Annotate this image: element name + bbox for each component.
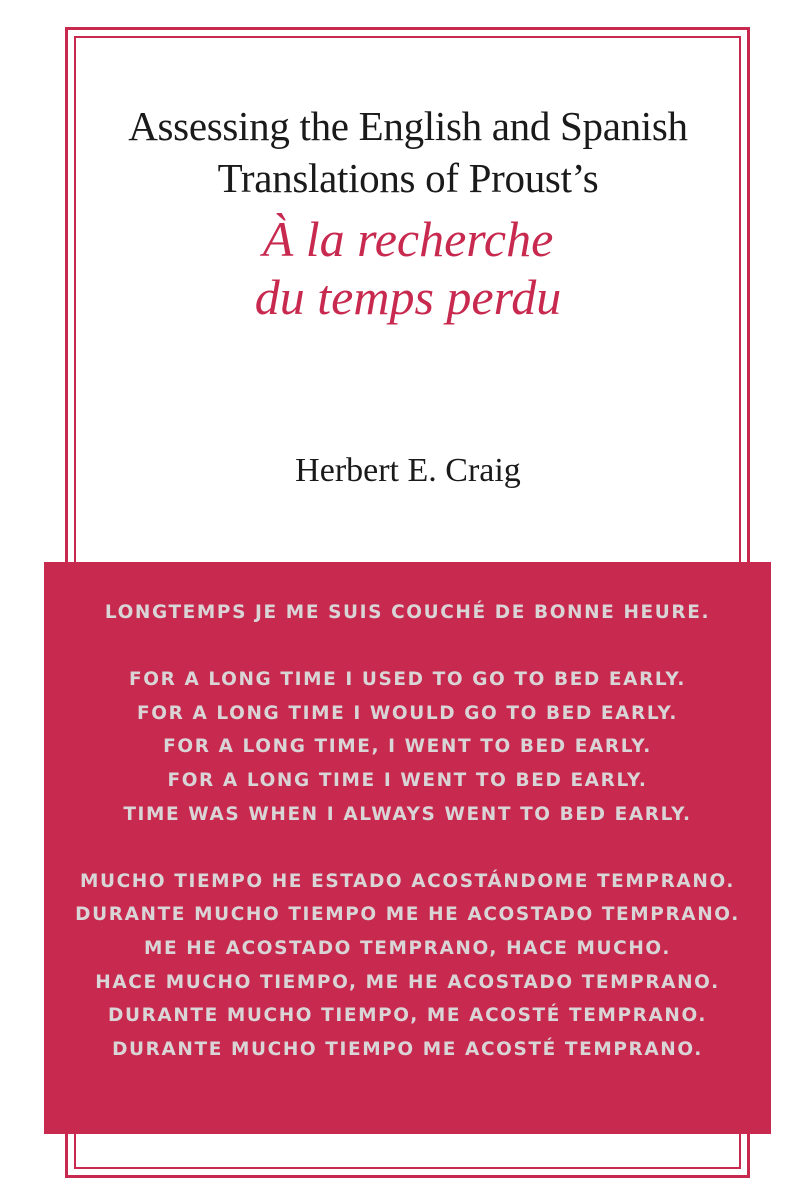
spanish-translation-line: DURANTE MUCHO TIEMPO ME ACOSTÉ TEMPRANO.: [112, 1038, 703, 1060]
french-quote-line: LONGTEMPS JE ME SUIS COUCHÉ DE BONNE HEURE.: [104, 602, 711, 623]
spanish-translation-line: DURANTE MUCHO TIEMPO ME HE ACOSTADO TEMPRANO.: [75, 904, 740, 926]
title-italic-line-1: À la recherche: [262, 211, 554, 267]
book-title: [80, 100, 736, 326]
title-italic-line-2: du temps perdu: [254, 269, 562, 325]
english-translation-line: FOR A LONG TIME I WOULD GO TO BED EARLY.: [137, 702, 678, 724]
spanish-translation-line: MUCHO TIEMPO HE ESTADO ACOSTÁNDOME TEMPRANO.: [79, 870, 735, 892]
author-name: Herbert E. Craig: [295, 452, 521, 489]
quote-lines: [44, 596, 771, 1066]
english-translation-line: FOR A LONG TIME I USED TO GO TO BED EARLY.: [129, 669, 686, 691]
english-translation-line: TIME WAS WHEN I ALWAYS WENT TO BED EARLY.: [123, 803, 692, 825]
spanish-translation-line: ME HE ACOSTADO TEMPRANO, HACE MUCHO.: [144, 937, 671, 959]
spanish-translation-line: DURANTE MUCHO TIEMPO, ME ACOSTÉ TEMPRANO.: [107, 1005, 708, 1027]
spanish-translation-line: HACE MUCHO TIEMPO, ME HE ACOSTADO TEMPRANO.: [95, 971, 720, 993]
english-translation-line: FOR A LONG TIME, I WENT TO BED EARLY.: [163, 736, 652, 758]
title-line-1: Assessing the English and Spanish: [128, 103, 688, 149]
english-translation-line: FOR A LONG TIME I WENT TO BED EARLY.: [167, 769, 648, 791]
quote-panel: [44, 562, 771, 1134]
title-line-2: Translations of Proust’s: [217, 155, 599, 201]
